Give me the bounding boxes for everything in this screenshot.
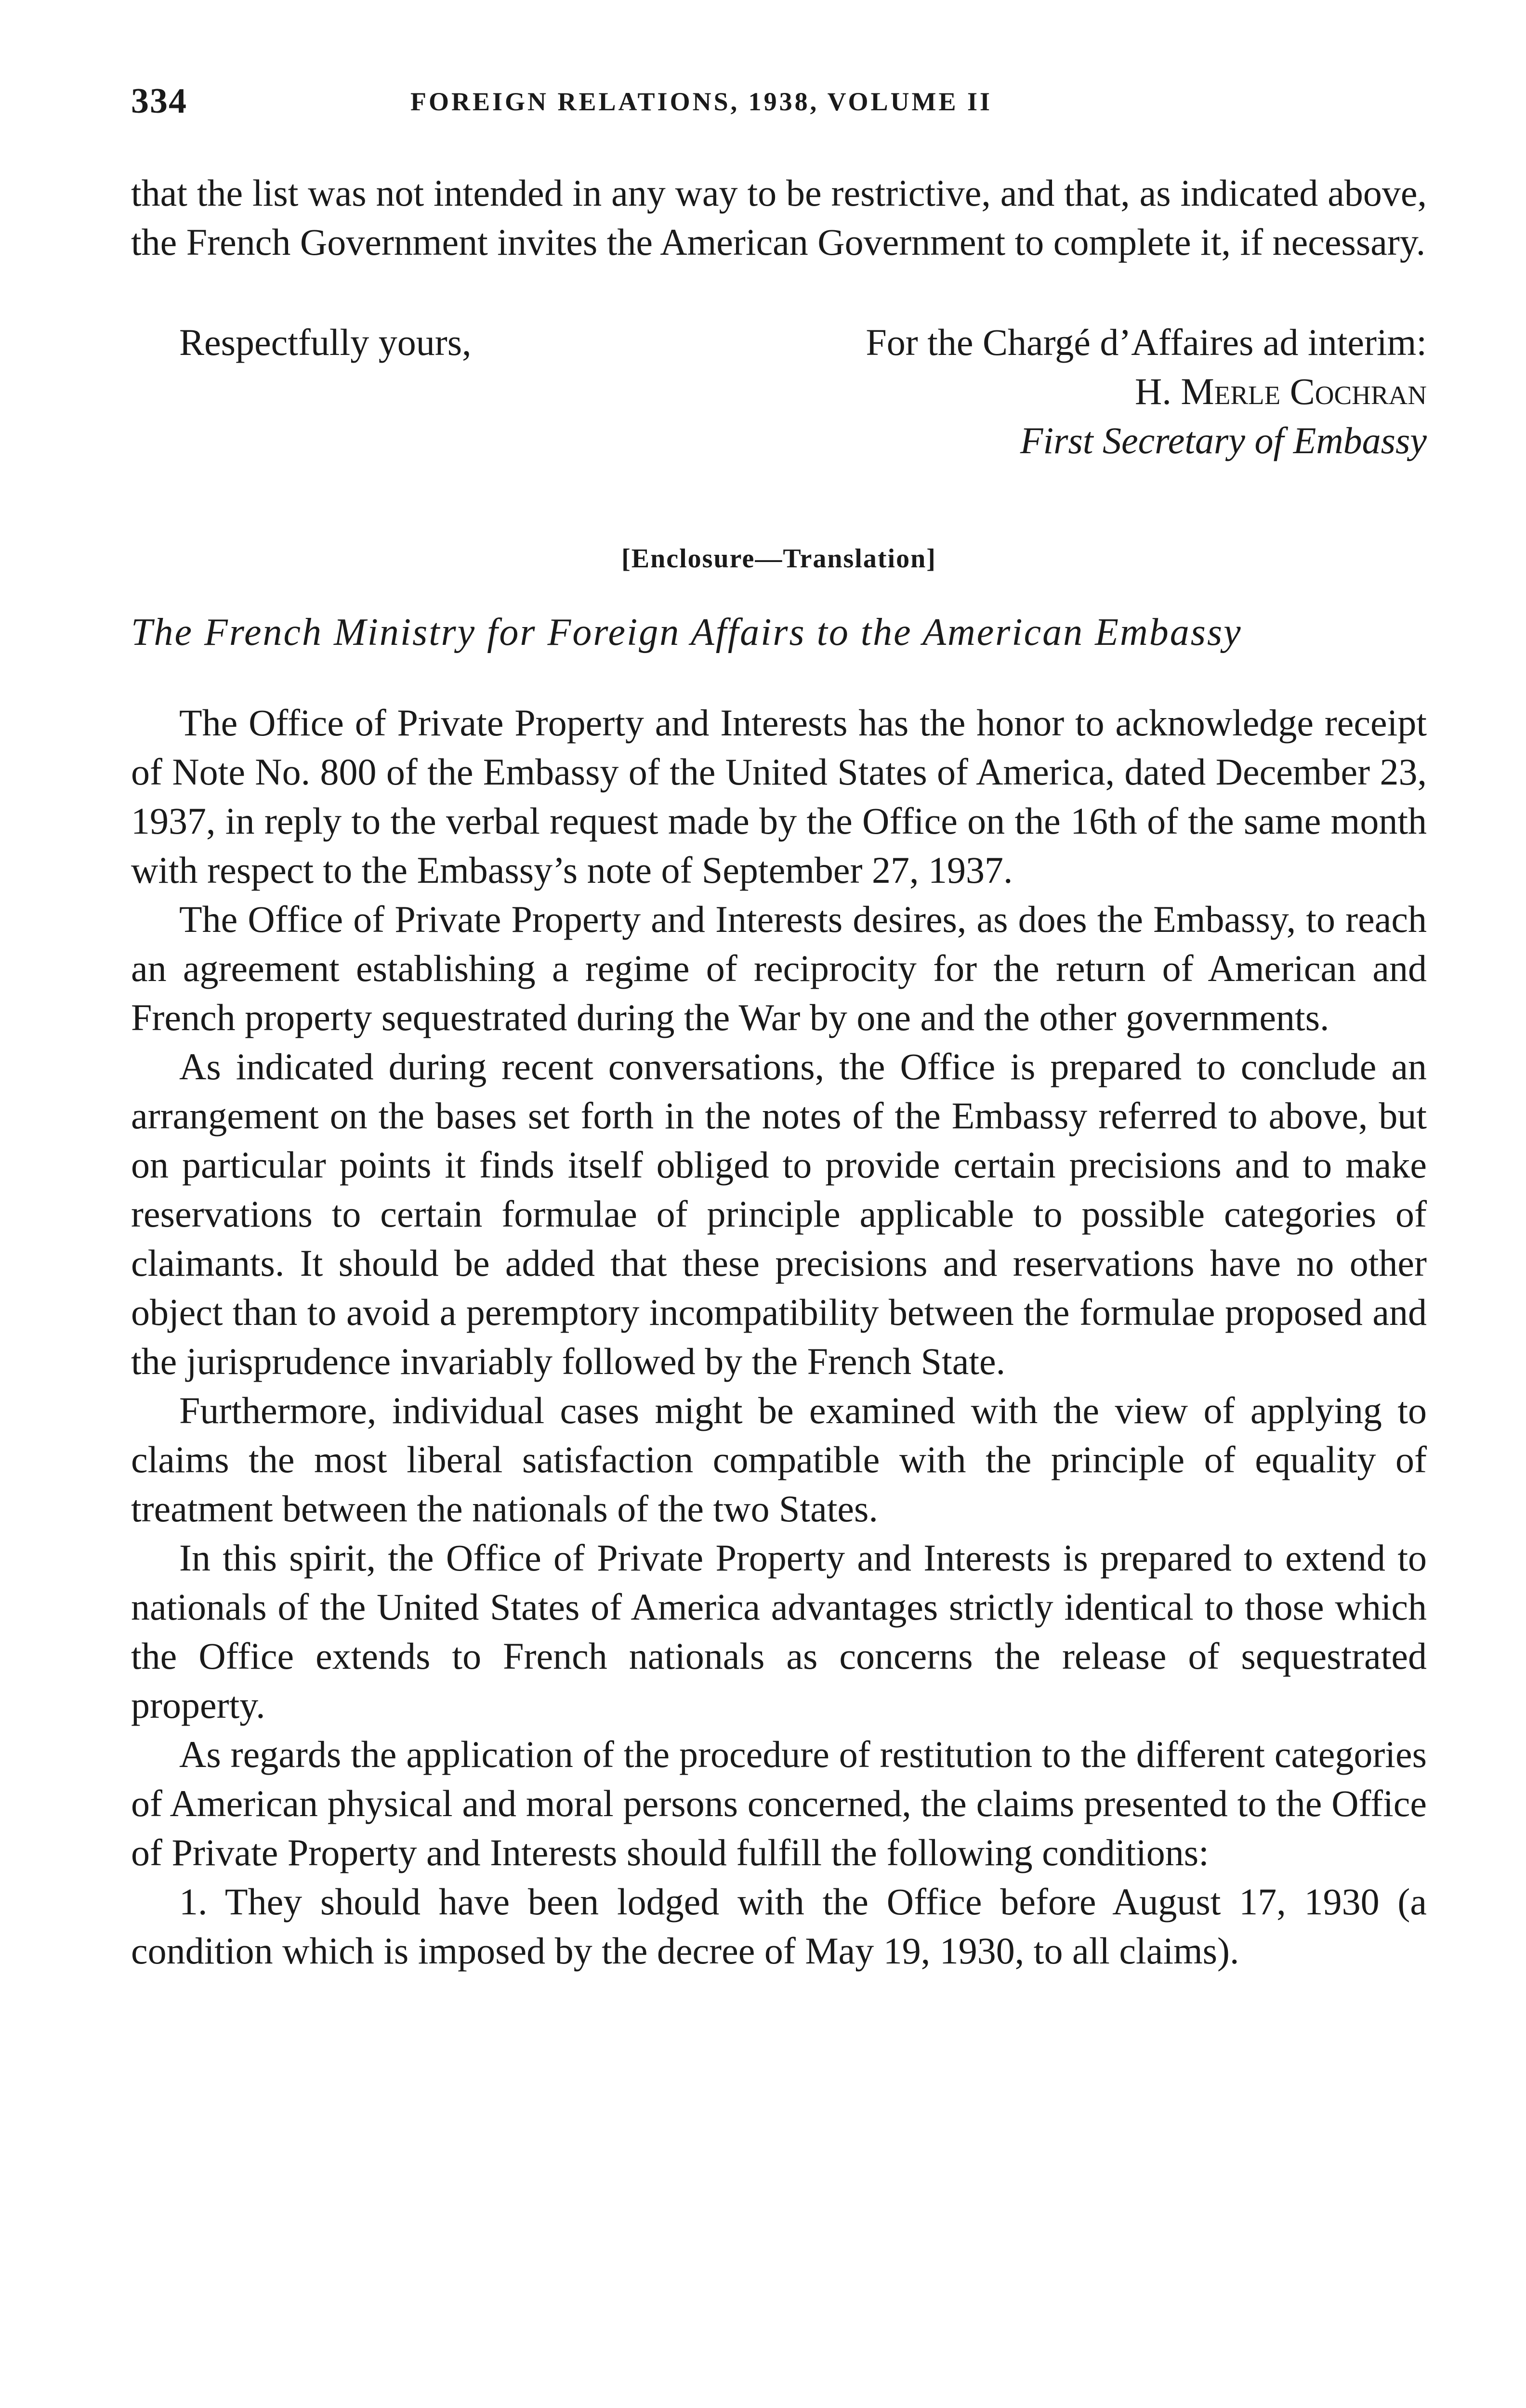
letter-closing <box>131 318 1427 477</box>
body-paragraph: As indicated during recent conversations, the Office is prepared to conclude an arrangement on the bases set forth in the notes of the Embassy referred to above, but on particular points it finds itself obliged to provide certain precisions and to make reservations to certain formulae of principle applicable to possible categories of claimants. It should be added that these precisions and reservations have no other object than to avoid a peremptory incompatibility between the formulae proposed and the jurisprudence invariably followed by the French State. <box>131 1046 1427 1382</box>
enclosure-label: [Enclosure—Translation] <box>621 544 936 574</box>
opening-paragraph: that the list was not intended in any way to be restrictive, and that, as indicated above, the French Government invites the American Government to complete it, if necessary. <box>131 172 1427 263</box>
signer-name: Merle Cochran <box>1181 370 1427 412</box>
enclosure-body <box>131 698 1427 1976</box>
salutation: Respectfully yours, <box>179 321 472 363</box>
body-paragraph: In this spirit, the Office of Private Property and Interests is prepared to extend to nationals of the United States of America advantages strictly identical to those which the Office extends to French nationals as concerns the release of sequestrated property. <box>131 1537 1427 1726</box>
page-number: 334 <box>131 81 187 121</box>
on-behalf-line: For the Chargé d’Affaires ad interim: <box>866 321 1427 363</box>
running-title: FOREIGN RELATIONS, 1938, VOLUME II <box>410 87 993 116</box>
running-head <box>131 81 1427 124</box>
signer-title: First Secretary of Embassy <box>1020 419 1427 461</box>
body-paragraph: Furthermore, individual cases might be examined with the view of applying to claims the most liberal satisfaction compatible with the principle of equality of treatment between the nationals of the two States. <box>131 1389 1427 1530</box>
body-paragraph: As regards the application of the procedure of restitution to the different categories of American physical and moral persons concerned, the claims presented to the Office of Private Property and Interests should fulfill the following conditions: <box>131 1733 1427 1873</box>
body-paragraph: The Office of Private Property and Interests desires, as does the Embassy, to reach an agreement establishing a regime of reciprocity for the return of American and French property sequestrated during the War by one and the other governments. <box>131 898 1427 1038</box>
body-paragraph: The Office of Private Property and Interests has the honor to acknowledge receipt of Note No. 800 of the Embassy of the United States of America, dated December 23, 1937, in reply to the verbal request made by the Office on the 16th of the same month with respect to the Embassy’s note of September 27, 1937. <box>131 702 1427 891</box>
document-page <box>131 0 1427 2408</box>
enclosure-heading: The French Ministry for Foreign Affairs to the American Embassy <box>131 611 1242 654</box>
signer-initial: H. <box>1135 370 1181 412</box>
signature-name <box>1135 367 1427 416</box>
condition-item: 1. They should have been lodged with the Office before August 17, 1930 (a condition which is imposed by the decree of May 19, 1930, to all claims). <box>131 1881 1427 1972</box>
